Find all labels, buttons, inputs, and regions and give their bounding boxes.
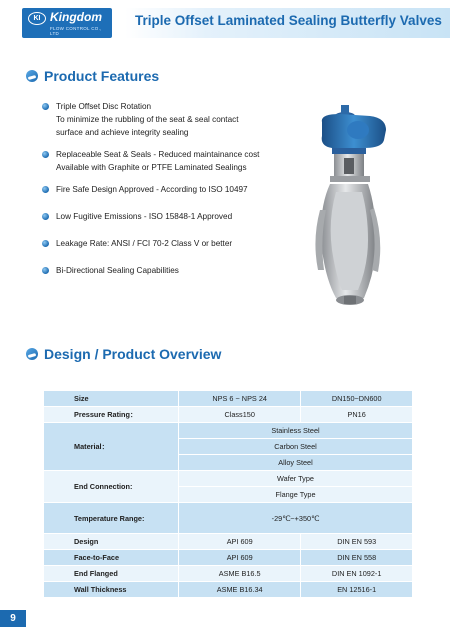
feature-item xyxy=(42,264,292,277)
table-row xyxy=(44,423,413,439)
table-row xyxy=(44,550,413,566)
material-label: Material： xyxy=(44,423,179,471)
features-list xyxy=(42,100,292,277)
temperature-label: Temperature Range: xyxy=(44,503,179,534)
feature-line: Low Fugitive Emissions - ISO 15848-1 Approved xyxy=(56,212,233,221)
butterfly-valve-image xyxy=(300,100,410,310)
features-title: Product Features xyxy=(44,68,160,84)
page-header xyxy=(0,0,450,44)
overview-heading xyxy=(26,346,221,362)
bullet-icon xyxy=(42,103,49,110)
material-value: Carbon Steel xyxy=(179,439,413,455)
temperature-value: -29℃~+350℃ xyxy=(179,503,413,534)
size-din: DN150~DN600 xyxy=(301,391,413,407)
table-row xyxy=(44,582,413,598)
feature-line: Replaceable Seat & Seals - Reduced maintainance cost xyxy=(56,150,260,159)
pressure-ansi: Class150 xyxy=(179,407,301,423)
features-heading xyxy=(26,68,159,84)
bullet-icon xyxy=(42,213,49,220)
section-bullet-icon xyxy=(26,70,38,82)
face-label: Face-to-Face xyxy=(44,550,179,566)
bullet-icon xyxy=(42,151,49,158)
bullet-icon xyxy=(42,186,49,193)
brand-subtitle: FLOW CONTROL CO., LTD xyxy=(50,26,102,36)
end-flanged-label: End Flanged xyxy=(44,566,179,582)
end-connection-label: End Connection: xyxy=(44,471,179,503)
feature-item xyxy=(42,148,292,174)
bullet-icon xyxy=(42,267,49,274)
feature-line: Triple Offset Disc Rotation xyxy=(56,102,152,111)
face-ansi: API 609 xyxy=(179,550,301,566)
feature-line: Fire Safe Design Approved - According to ISO 10497 xyxy=(56,185,248,194)
table-row xyxy=(44,503,413,534)
table-row xyxy=(44,471,413,487)
table-row xyxy=(44,391,413,407)
material-value: Alloy Steel xyxy=(179,455,413,471)
section-bullet-icon xyxy=(26,348,38,360)
end-flanged-ansi: ASME B16.5 xyxy=(179,566,301,582)
feature-item xyxy=(42,210,292,223)
bullet-icon xyxy=(42,240,49,247)
design-din: DIN EN 593 xyxy=(301,534,413,550)
feature-line: Leakage Rate: ANSI / FCI 70-2 Class V or better xyxy=(56,239,233,248)
table-row xyxy=(44,407,413,423)
pressure-label: Pressure Rating： xyxy=(44,407,179,423)
face-din: DIN EN 558 xyxy=(301,550,413,566)
kingdom-logo-icon: KI xyxy=(28,12,46,25)
pressure-din: PN16 xyxy=(301,407,413,423)
page-number: 9 xyxy=(0,610,26,627)
feature-item xyxy=(42,237,292,250)
overview-table xyxy=(43,390,413,598)
feature-line: Bi-Directional Sealing Capabilities xyxy=(56,266,179,275)
feature-line: Available with Graphite or PTFE Laminated Sealings xyxy=(56,163,247,172)
table-row xyxy=(44,566,413,582)
end-connection-value: Wafer Type xyxy=(179,471,413,487)
feature-item xyxy=(42,183,292,196)
brand-logo xyxy=(22,8,112,38)
size-ansi: NPS 6 ~ NPS 24 xyxy=(179,391,301,407)
design-ansi: API 609 xyxy=(179,534,301,550)
design-label: Design xyxy=(44,534,179,550)
wall-din: EN 12516-1 xyxy=(301,582,413,598)
feature-item xyxy=(42,100,292,139)
size-label: Size xyxy=(44,391,179,407)
overview-title: Design / Product Overview xyxy=(44,346,222,362)
feature-line: To minimize the rubbling of the seat & seal contact xyxy=(56,115,239,124)
page-title: Triple Offset Laminated Sealing Butterfly Valves xyxy=(135,13,442,28)
brand-name: Kingdom xyxy=(50,10,102,24)
table-row xyxy=(44,534,413,550)
material-value: Stainless Steel xyxy=(179,423,413,439)
wall-ansi: ASME B16.34 xyxy=(179,582,301,598)
wall-label: Wall Thickness xyxy=(44,582,179,598)
feature-line: surface and achieve integrity sealing xyxy=(56,128,189,137)
end-connection-value: Flange Type xyxy=(179,487,413,503)
end-flanged-din: DIN EN 1092-1 xyxy=(301,566,413,582)
